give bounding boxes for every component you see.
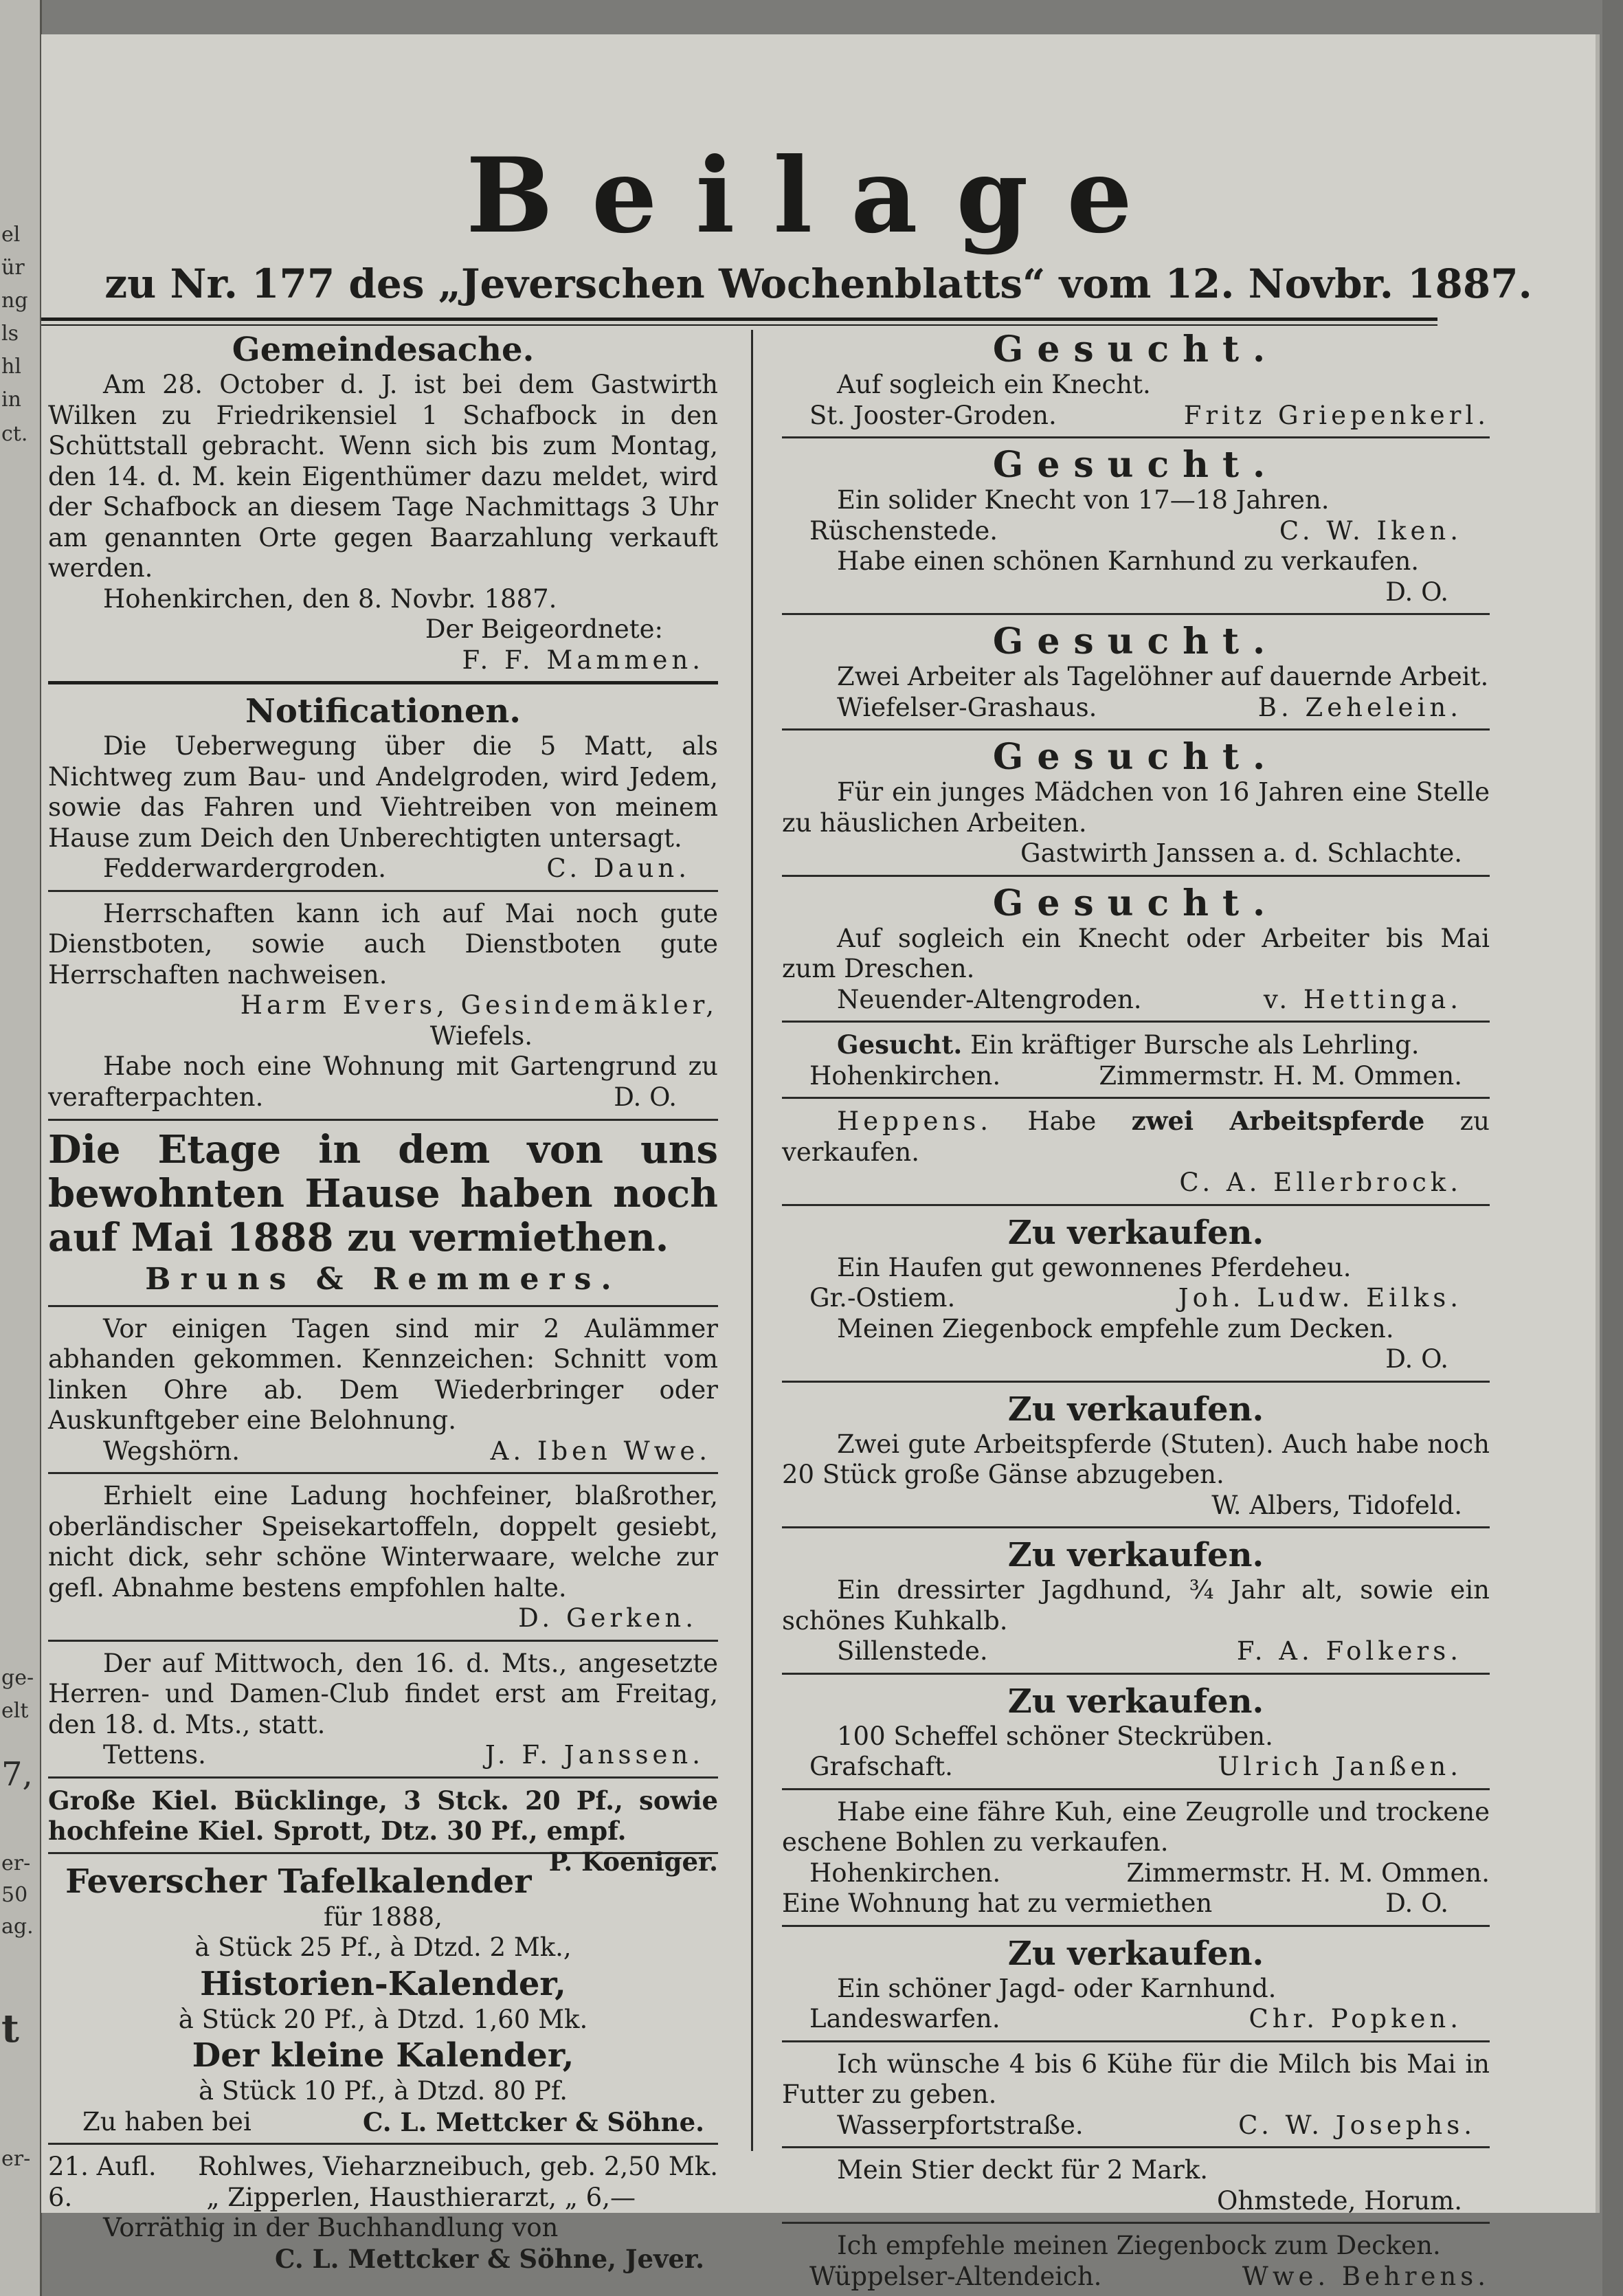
left-column: [48, 330, 718, 2274]
ad-etage: [48, 1128, 718, 1300]
signature: Gastwirth Janssen a. d. Schlachte.: [1020, 838, 1462, 868]
ad-signoff: [782, 2262, 1490, 2293]
edge-fragment: ls: [1, 322, 19, 346]
place: Rüschenstede.: [809, 515, 998, 546]
signature: F. F. Mammen.: [462, 645, 704, 675]
edge-fragment: el: [1, 223, 21, 247]
ad-aulaemmer: [48, 1314, 718, 1467]
section-heading: Zu verkaufen.: [1007, 1934, 1264, 1973]
edge-fragment: t: [1, 2006, 19, 2051]
section-heading: Gesucht.: [992, 328, 1279, 370]
edge-fragment: ge-: [1, 1666, 34, 1690]
name: J. F. Janssen.: [484, 1740, 704, 1770]
ad-gesucht-1: [782, 330, 1490, 431]
ad-verkaufen-4: [782, 1682, 1490, 1783]
product-price: à Stück 10 Pf., à Dtzd. 80 Pf.: [198, 2076, 568, 2106]
separator: [782, 2146, 1490, 2148]
ad-text: Habe noch eine Wohnung mit Gartengrund zu verafterpachten.: [48, 1051, 718, 1112]
ad-text: Habe eine fähre Kuh, eine Zeugrolle und trockene eschene Bohlen zu verkaufen.: [782, 1796, 1490, 1857]
ad-text: Herrschaften kann ich auf Mai noch gute Dienstboten, sowie auch Dienstboten gute Herrschaften nachweisen.: [48, 898, 718, 990]
separator: [48, 1472, 718, 1474]
column-divider: [751, 330, 753, 2151]
ad-signoff: [782, 985, 1490, 1016]
place: Heppens.: [837, 1106, 993, 1136]
ad-text: Zwei gute Arbeitspferde (Stuten). Auch habe noch 20 Stück große Gänse abzugeben.: [782, 1429, 1490, 1489]
ad-text: Auf sogleich ein Knecht oder Arbeiter bis Mai zum Dreschen.: [782, 923, 1490, 983]
ad-signoff: [782, 1858, 1490, 1889]
name: Zimmermstr. H. M. Ommen.: [1099, 1060, 1462, 1091]
ad-text-body: zu verkaufen.: [782, 1106, 1490, 1167]
product-line: für 1888,: [324, 1902, 443, 1932]
signature: D. Gerken.: [518, 1603, 697, 1633]
ad-kuh: [782, 1797, 1490, 1919]
name: Wwe. Behrens.: [1242, 2261, 1490, 2291]
name: Zimmermstr. H. M. Ommen.: [1126, 1858, 1490, 1888]
availability-label: Zu haben bei: [82, 2106, 251, 2137]
name: C. W. Josephs.: [1238, 2110, 1476, 2140]
edge-fragment: ag.: [1, 1915, 34, 1939]
section-heading: Gesucht.: [992, 621, 1279, 662]
ad-verkaufen-1: [782, 1213, 1490, 1375]
ad-text: Meinen Ziegenbock empfehle zum Decken.: [837, 1313, 1394, 1344]
ad-signoff: [782, 2004, 1490, 2035]
edge-fragment: 50: [1, 1883, 28, 1907]
ad-text: Ein solider Knecht von 17—18 Jahren.: [837, 485, 1330, 515]
ad-text-body: Habe: [1027, 1106, 1097, 1136]
ad-signoff: [782, 1283, 1490, 1314]
product-price: à Stück 25 Pf., à Dtzd. 2 Mk.,: [194, 1932, 572, 1962]
edge-fragment: ct.: [1, 422, 28, 446]
edge-fragment: ng: [1, 289, 28, 313]
ad-text: Mein Stier deckt für 2 Mark.: [837, 2155, 1209, 2185]
separator: [782, 1097, 1490, 1099]
place: St. Jooster-Groden.: [809, 400, 1057, 430]
name: Fritz Griepenkerl.: [1183, 400, 1490, 430]
ad-signoff: [782, 516, 1490, 547]
vendor-name: C. L. Mettcker & Söhne.: [362, 2106, 704, 2137]
place-date: Hohenkirchen, den 8. Novbr. 1887.: [103, 583, 557, 614]
place: Wiefelser-Grashaus.: [837, 692, 1097, 722]
separator: [782, 1204, 1490, 1206]
adjacent-page-edge: [0, 0, 42, 2296]
ad-signoff: [48, 1740, 718, 1771]
ad-text: Erhielt eine Ladung hochfeiner, blaßrother, oberländischer Speisekartoffeln, doppelt gesiebt, nicht dick, sehr schöne Winterwaare, welche zur gefl. Abnahme bestens empfohlen halte.: [48, 1481, 718, 1603]
name: B. Zehelein.: [1257, 692, 1462, 722]
signature: Bruns & Remmers.: [145, 1261, 621, 1297]
separator: [48, 890, 718, 892]
separator: [782, 1526, 1490, 1528]
place: Fedderwardergroden.: [103, 854, 387, 883]
ad-kuehe: [782, 2049, 1490, 2141]
ad-text: Ich wünsche 4 bis 6 Kühe für die Milch bis Mai in Futter zu geben.: [782, 2049, 1490, 2109]
availability: [48, 2107, 718, 2138]
ad-gesucht-3: [782, 622, 1490, 723]
name: Chr. Popken.: [1249, 2004, 1462, 2033]
place: Wasserpfortstraße.: [837, 2110, 1084, 2140]
place: Grafschaft.: [809, 1752, 953, 1781]
edge-fragment: elt: [1, 1699, 29, 1723]
ad-gesucht-2: [782, 445, 1490, 608]
ad-signoff: [48, 854, 718, 884]
ad-signoff: [48, 1436, 718, 1467]
signature: D. O.: [1385, 1888, 1448, 1918]
place: Gr.-Ostiem.: [809, 1283, 956, 1313]
book-title: „ Zipperlen, Hausthierarzt, „ 6,—: [206, 2182, 636, 2212]
ad-gesucht-4: [782, 737, 1490, 869]
ad-text-body: Ein kräftiger Bursche als Lehrling.: [970, 1030, 1420, 1060]
product-title: Historien-Kalender,: [200, 1964, 566, 2003]
ad-gesucht-5: [782, 884, 1490, 1016]
ad-verkaufen-5: [782, 1934, 1490, 2035]
section-heading: Gemeindesache.: [232, 331, 535, 369]
name: v. Hettinga.: [1263, 984, 1462, 1014]
ad-gemeindesache: [48, 330, 718, 676]
signature-place: Wiefels.: [429, 1021, 533, 1051]
separator: [782, 2222, 1490, 2224]
vendor-name: C. L. Mettcker & Söhne, Jever.: [275, 2243, 704, 2274]
separator: [782, 1021, 1490, 1023]
signature: Ohmstede, Horum.: [1216, 2185, 1462, 2216]
ad-ziegenbock: [782, 2231, 1490, 2292]
ad-text: Der auf Mittwoch, den 16. d. Mts., angesetzte Herren- und Damen-Club findet erst am Freitag, den 18. d. Mts., statt.: [48, 1648, 718, 1739]
ad-heppens: [782, 1106, 1490, 1199]
ad-text: Vor einigen Tagen sind mir 2 Aulämmer abhanden gekommen. Kennzeichen: Schnitt vom linken Ohre ab. Dem Wiederbringer oder Auskunftgeber eine Belohnung.: [48, 1313, 718, 1435]
ad-signoff: [782, 1752, 1490, 1783]
place: Wegshörn.: [103, 1436, 240, 1466]
ad-text-body: Große Kiel. Bücklinge, 3 Stck. 20 Pf., sowie hochfeine Kiel. Sprott, Dtz. 30 Pf., empf.: [48, 1785, 718, 1846]
name: Ulrich Janßen.: [1218, 1752, 1462, 1781]
separator: [782, 875, 1490, 877]
ad-signoff: [782, 1636, 1490, 1667]
ad-stier: [782, 2155, 1490, 2216]
section-heading: Zu verkaufen.: [1007, 1536, 1264, 1574]
ad-buecklinge: [48, 1785, 718, 1877]
product-title: Der kleine Kalender,: [192, 2036, 574, 2075]
ad-kartoffeln: [48, 1481, 718, 1634]
section-heading: Zu verkaufen.: [1007, 1682, 1264, 1721]
signature: D. O.: [614, 1082, 677, 1112]
header-rule-thin: [41, 324, 1437, 326]
place: Landeswarfen.: [809, 2004, 1000, 2033]
name: C. W. Iken.: [1279, 515, 1462, 546]
section-heading: Gesucht.: [992, 736, 1279, 778]
separator: [48, 681, 718, 684]
scan-background: [1602, 0, 1623, 2296]
ad-buecher: [48, 2152, 718, 2274]
ad-text: Auf sogleich ein Knecht.: [837, 370, 1151, 399]
signature: D. O.: [1385, 577, 1448, 607]
ad-text: Zwei Arbeiter als Tagelöhner auf dauernde Arbeit.: [837, 662, 1489, 691]
ad-text: [48, 1785, 718, 1877]
separator: [48, 1305, 718, 1307]
place: Tettens.: [103, 1740, 206, 1770]
edge-fragment: ür: [1, 256, 25, 280]
ad-verkaufen-3: [782, 1535, 1490, 1667]
place: Wüppelser-Altendeich.: [809, 2261, 1102, 2291]
newspaper-page: [41, 34, 1600, 2291]
ad-signoff: [782, 693, 1490, 724]
availability: Vorräthig in der Buchhandlung von: [103, 2213, 559, 2242]
signature: C. A. Ellerbrock.: [1179, 1168, 1462, 1197]
ad-text: Ein dressirter Jagdhund, ¾ Jahr alt, sowie ein schönes Kuhkalb.: [782, 1575, 1490, 1636]
masthead-title: Beilage: [466, 135, 1171, 256]
ad-text: Ein Haufen gut gewonnenes Pferdeheu.: [837, 1252, 1352, 1282]
place: Neuender-Altengroden.: [837, 984, 1142, 1014]
ad-text-emphasis: zwei Arbeitspferde: [1131, 1106, 1425, 1136]
ad-text: [782, 1106, 1490, 1168]
ad-herrschaften: [48, 899, 718, 1113]
ad-club: [48, 1649, 718, 1771]
separator: [48, 1640, 718, 1642]
product-title: Feverscher Tafelkalender: [65, 1862, 532, 1901]
place: Sillenstede.: [837, 1636, 988, 1666]
edge-fragment: in: [1, 388, 21, 412]
separator: [782, 1788, 1490, 1790]
book-line: [48, 2183, 718, 2214]
place: Hohenkirchen.: [809, 1060, 1001, 1091]
ad-lead: Gesucht.: [837, 1029, 963, 1060]
ad-signoff: [782, 1888, 1490, 1919]
place: Hohenkirchen.: [809, 1858, 1001, 1888]
section-heading: Gesucht.: [992, 882, 1279, 924]
book-title: Rohlwes, Vieharzneibuch, geb. 2,50 Mk.: [198, 2152, 718, 2181]
edge-fragment: er-: [1, 2147, 31, 2171]
ad-kalender: [48, 1861, 718, 2138]
ad-text: Für ein junges Mädchen von 16 Jahren eine Stelle zu häuslichen Arbeiten.: [782, 777, 1490, 838]
ad-text: Eine Wohnung hat zu vermiethen: [782, 1888, 1213, 1918]
ad-text: Habe einen schönen Karnhund zu verkaufen.: [837, 546, 1420, 576]
name: F. A. Folkers.: [1236, 1636, 1462, 1666]
separator: [782, 1925, 1490, 1927]
ad-text: Ein schöner Jagd- oder Karnhund.: [837, 1973, 1277, 2003]
signature: W. Albers, Tidofeld.: [1211, 1490, 1462, 1520]
separator: [782, 1673, 1490, 1675]
separator: [782, 1381, 1490, 1383]
separator: [782, 613, 1490, 615]
ad-signoff: [782, 1061, 1490, 1092]
ad-signoff: [782, 401, 1490, 432]
edge-fragment: hl: [1, 355, 21, 379]
separator: [48, 1119, 718, 1121]
name: P. Koeniger.: [548, 1846, 718, 1877]
separator: [782, 728, 1490, 731]
official-title: Der Beigeordnete:: [425, 614, 663, 644]
section-heading: Gesucht.: [992, 444, 1279, 486]
right-column: [782, 330, 1490, 2292]
header-rule: [41, 317, 1437, 321]
section-heading: Zu verkaufen.: [1007, 1390, 1264, 1429]
book-edition: 21. Aufl.: [48, 2152, 157, 2181]
ad-text: 100 Scheffel schöner Steckrüben.: [837, 1721, 1273, 1751]
separator: [48, 1776, 718, 1779]
signature: D. O.: [1385, 1344, 1448, 1374]
signature: Harm Evers, Gesindemäkler,: [240, 990, 718, 1020]
ad-notificationen: [48, 691, 718, 884]
issue-line: zu Nr. 177 des „Jeverschen Wochenblatts“ vom 12. Novbr. 1887.: [104, 260, 1532, 307]
product-price: à Stück 20 Pf., à Dtzd. 1,60 Mk.: [178, 2004, 588, 2034]
ad-text: [782, 1029, 1490, 1061]
section-heading: Zu verkaufen.: [1007, 1213, 1264, 1252]
separator: [782, 2040, 1490, 2042]
book-edition: 6.: [48, 2182, 73, 2212]
name: C. Daun.: [546, 854, 691, 883]
section-heading: Notificationen.: [245, 692, 521, 731]
ad-text: Am 28. October d. J. ist bei dem Gastwirth Wilken zu Friedrikensiel 1 Schafbock in den Schüttstall gebracht. Wenn sich bis zum Montag, den 14. d. M. kein Eigenthümer dazu meldet, wird der Schafbock an diesem Tage Nachmittags 3 Uhr am genannten Orte gegen Baarzahlung verkauft werden.: [48, 370, 718, 583]
separator: [782, 436, 1490, 438]
edge-fragment: er-: [1, 1851, 31, 1875]
separator: [48, 2143, 718, 2145]
name: A. Iben Wwe.: [490, 1436, 711, 1466]
ad-text-large: Die Etage in dem von uns bewohnten Hause haben noch auf Mai 1888 zu vermiethen.: [48, 1126, 718, 1260]
edge-fragment: 7,: [1, 1755, 33, 1794]
ad-verkaufen-2: [782, 1390, 1490, 1522]
ad-signoff: [782, 2110, 1490, 2141]
ad-text: Die Ueberwegung über die 5 Matt, als Nichtweg zum Bau- und Andelgroden, wird Jedem, sowie das Fahren und Viehtreiben von meinem Hause zum Deich den Unberechtigten untersagt.: [48, 731, 718, 853]
book-line: [48, 2152, 718, 2183]
ad-gesucht-6: [782, 1029, 1490, 1091]
ad-text: Ich empfehle meinen Ziegenbock zum Decken.: [837, 2231, 1441, 2260]
name: Joh. Ludw. Eilks.: [1178, 1283, 1462, 1313]
